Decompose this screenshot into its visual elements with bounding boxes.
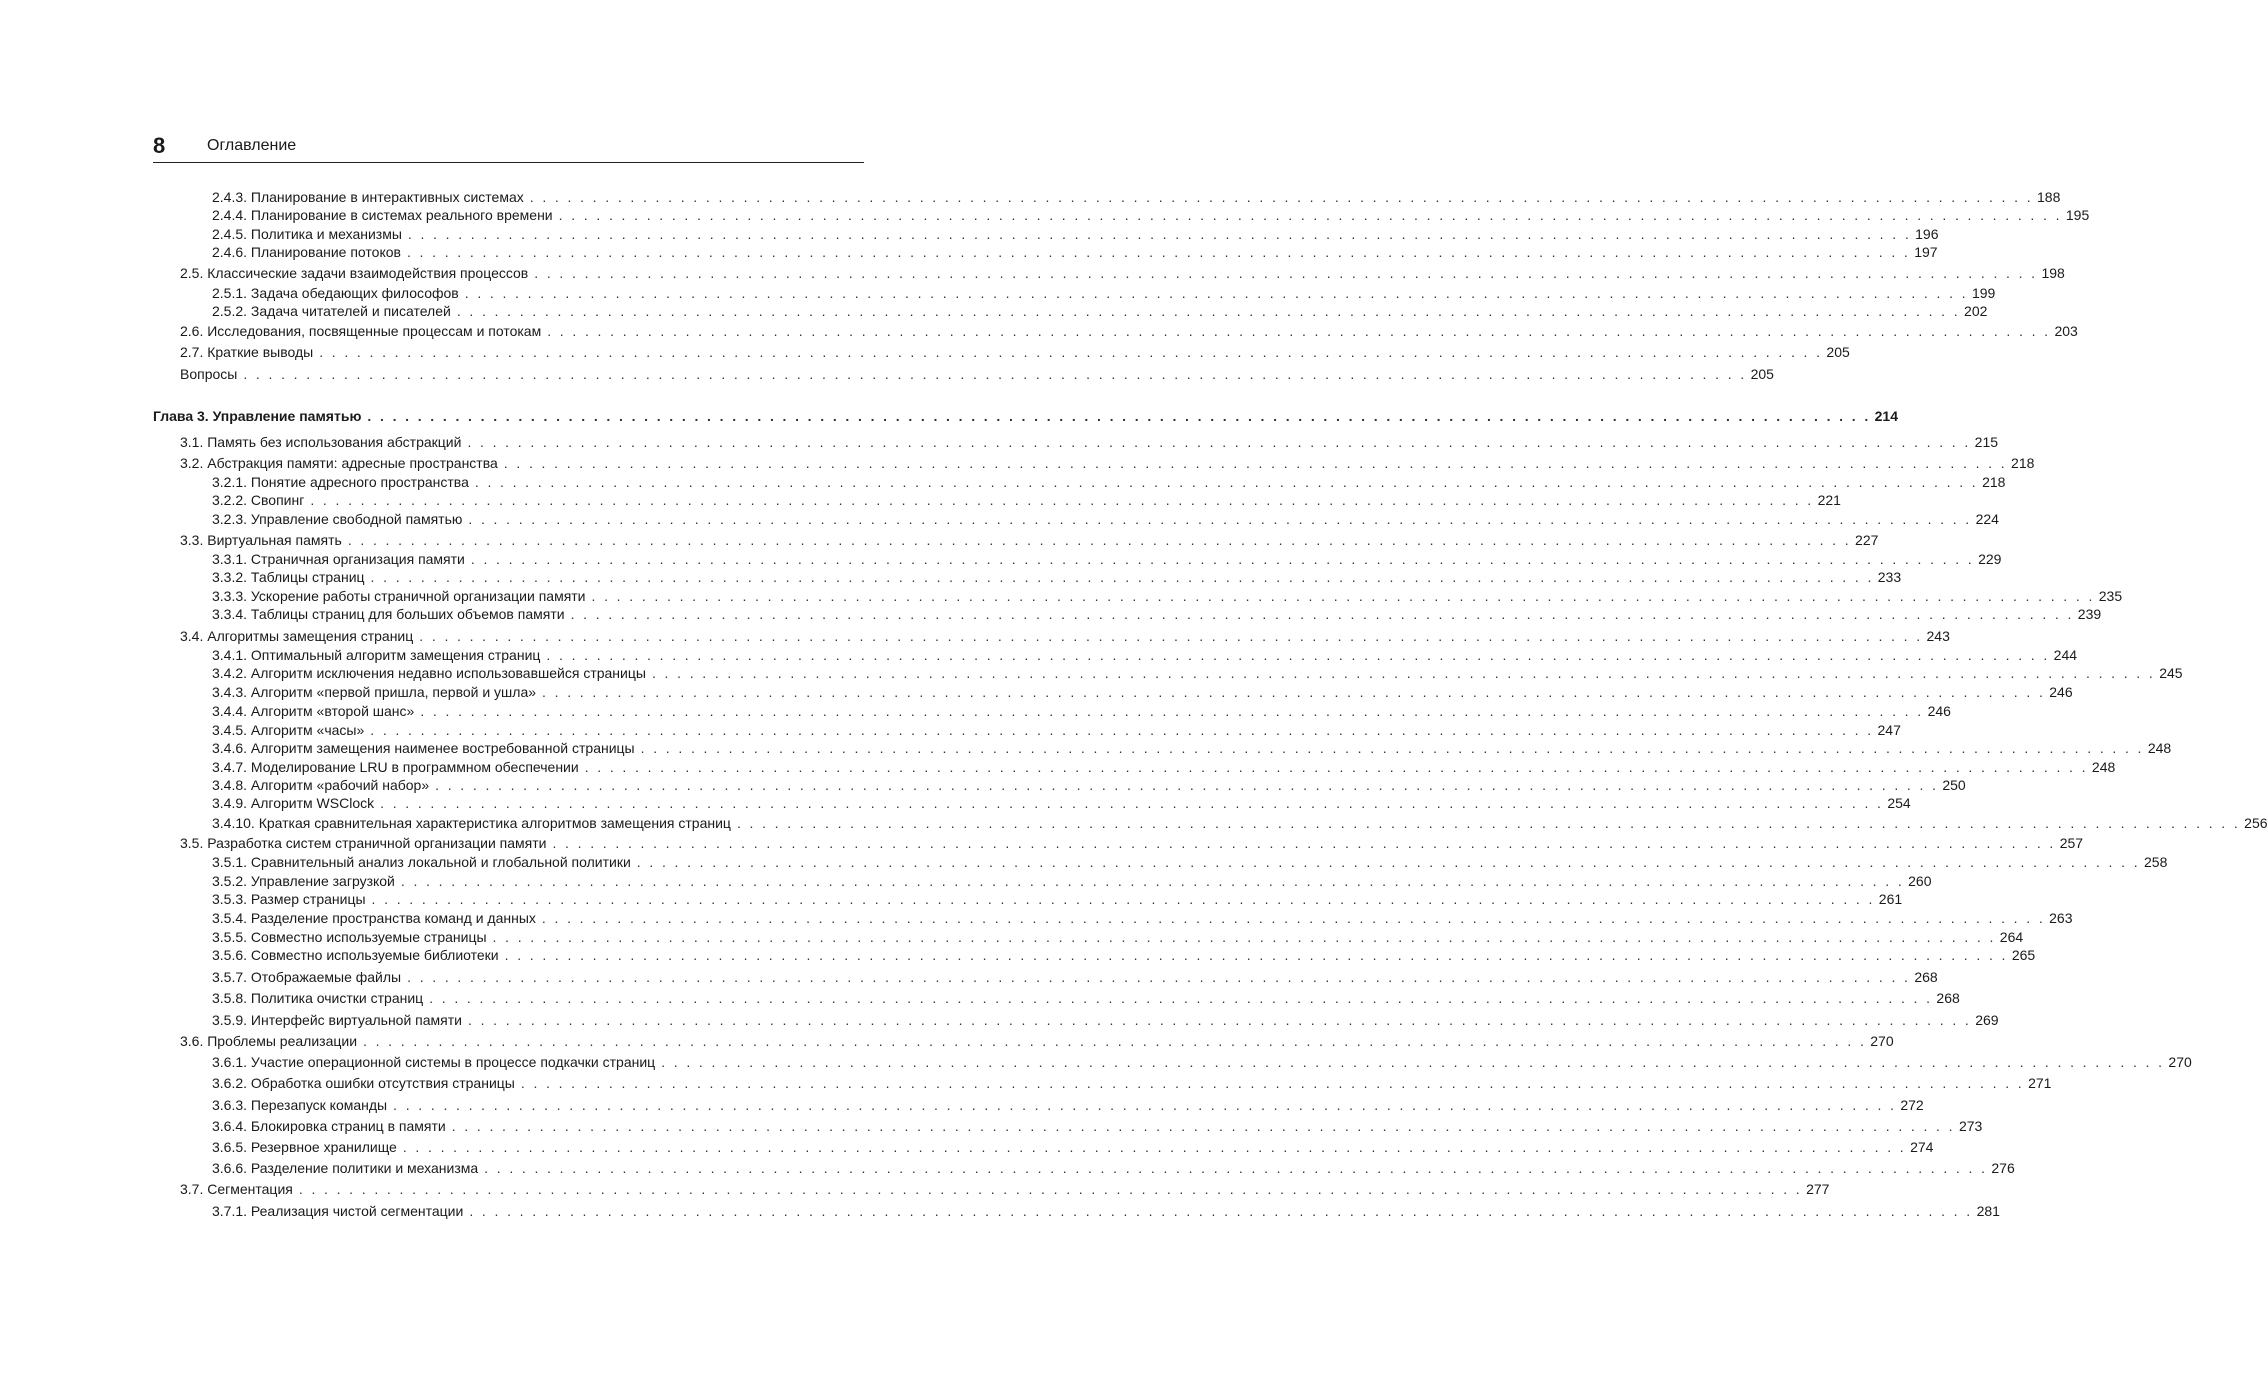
toc-entry-title: 2.7. Краткие выводы [180,342,317,362]
toc-entry [153,242,1938,262]
toc-entry [153,263,2065,283]
dot-leader: . . . . . . . . . . . . . . . . . . . . . . . . . . . . . . . . . . . . . . . . . . . . . . . . . . . . . . . . . . . . . . . . . . . . . . . . . . . . . . . . . . . . . . . . . . . . . . . . . . . . . . . . . . . . . . . . . . . . . . . . [347,532,1852,548]
toc-entry [153,738,2172,758]
dot-leader: . . . . . . . . . . . . . . . . . . . . . . . . . . . . . . . . . . . . . . . . . . . . . . . . . . . . . . . . . . . . . . . . . . . . . . . . . . . . . . . . . . . . . . . . . . . . . . . . . . . . . . . . . . . . . . . . . . . . . . . . [520,1075,2025,1091]
dot-leader: . . . . . . . . . . . . . . . . . . . . . . . . . . . . . . . . . . . . . . . . . . . . . . . . . . . . . . . . . . . . . . . . . . . . . . . . . . . . . . . . . . . . . . . . . . . . . . . . . . . . . . . . . . . . . . . . . . . . . . . . [400,873,1905,889]
toc-entry-page: 205 [1750,366,1774,382]
toc-entry-page: 258 [2144,854,2168,870]
toc-entry-page: 188 [2037,189,2061,205]
toc-entry [153,364,1774,384]
toc-entry-page: 244 [2053,647,2078,663]
toc-entry-title: Глава 3. Управление памятью [153,406,365,426]
toc-entry-page: 257 [2059,835,2084,851]
dot-leader: . . . . . . . . . . . . . . . . . . . . . . . . . . . . . . . . . . . . . . . . . . . . . . . . . . . . . . . . . . . . . . . . . . . . . . . . . . . . . . . . . . . . . . . . . . . . . . . . . . . . . . . . . . . . . . . . . . . . . . . . [503,455,2008,471]
dot-leader: . . . . . . . . . . . . . . . . . . . . . . . . . . . . . . . . . . . . . . . . . . . . . . . . . . . . . . . . . . . . . . . . . . . . . . . . . . . . . . . . . . . . . . . . . . . . . . . . . . . . . . . . . . . . . . . . . . . . . . . . [393,1097,1897,1113]
toc-entry [153,908,2073,928]
toc-entry-title: 3.5.1. Сравнительный анализ локальной и глобальной политики [212,852,635,872]
toc-entry-title: 3.1. Память без использования абстракций [180,432,465,452]
toc-entry [153,187,2061,207]
toc-entry-page: 268 [1914,969,1938,985]
dot-leader: . . . . . . . . . . . . . . . . . . . . . . . . . . . . . . . . . . . . . . . . . . . . . . . . . . . . . . . . . . . . . . . . . . . . . . . . . . . . . . . . . . . . . . . . . . . . . . . . . . . . . . . . . . . . . . . . . . . . . . . . [547,323,2051,339]
dot-leader: . . . . . . . . . . . . . . . . . . . . . . . . . . . . . . . . . . . . . . . . . . . . . . . . . . . . . . . . . . . . . . . . . . . . . . . . . . . . . . . . . . . . . . . . . . . . . . . . . . . . . . . . . . . . . . . . . . . . . . . . [370,569,1874,585]
toc-entry-page: 248 [2147,740,2172,756]
toc-entry-title: 3.4.6. Алгоритм замещения наименее востребованной страницы [212,738,639,758]
toc-entry [153,1031,1894,1051]
toc-entry [153,432,1999,452]
toc-entry-page: 197 [1914,244,1938,260]
dot-leader: . . . . . . . . . . . . . . . . . . . . . . . . . . . . . . . . . . . . . . . . . . . . . . . . . . . . . . . . . . . . . . . . . . . . . . . . . . . . . . . . . . . . . . . . . . . . . . . . . . . . . . . . . . . . . . . . . . . . . . . . [529,189,2033,205]
dot-leader: . . . . . . . . . . . . . . . . . . . . . . . . . . . . . . . . . . . . . . . . . . . . . . . . . . . . . . . . . . . . . . . . . . . . . . . . . . . . . . . . . . . . . . . . . . . . . . . . . . . . . . . . . . . . . . . . . . . . . . . . [467,434,1971,450]
toc-entry-page: 199 [1971,285,1996,301]
toc-entry-title: 3.4.4. Алгоритм «второй шанс» [212,701,418,721]
toc-entry [153,793,1911,813]
dot-leader: . . . . . . . . . . . . . . . . . . . . . . . . . . . . . . . . . . . . . . . . . . . . . . . . . . . . . . . . . . . . . . . . . . . . . . . . . . . . . . . . . . . . . . . . . . . . . . . . . . . . . . . . . . . . . . . . . . . . . . . . [456,303,1961,319]
toc-entry-title: 2.5. Классические задачи взаимодействия процессов [180,263,532,283]
page-number: 8 [153,133,166,158]
toc-entry [153,406,1898,426]
toc-entry-page: 239 [2077,606,2102,622]
toc-entry-page: 195 [2065,207,2090,223]
toc-entry [153,342,1850,362]
dot-leader: . . . . . . . . . . . . . . . . . . . . . . . . . . . . . . . . . . . . . . . . . . . . . . . . . . . . . . . . . . . . . . . . . . . . . . . . . . . . . . . . . . . . . . . . . . . . . . . . . . . . . . . . . . . . . . . . . . . . . . . . [546,647,2050,663]
dot-leader: . . . . . . . . . . . . . . . . . . . . . . . . . . . . . . . . . . . . . . . . . . . . . . . . . . . . . . . . . . . . . . . . . . . . . . . . . . . . . . . . . . . . . . . . . . . . . . . . . . . . . . . . . . . . . . . . . . . . . . . . [243,366,1747,382]
toc-entry [153,1052,2192,1072]
dot-leader: . . . . . . . . . . . . . . . . . . . . . . . . . . . . . . . . . . . . . . . . . . . . . . . . . . . . . . . . . . . . . . . . . . . . . . . . . . . . . . . . . . . . . . . . . . . . . . . . . . . . . . . . . . . . . . . . . . . . . . . . [367,408,1871,424]
dot-leader: . . . . . . . . . . . . . . . . . . . . . . . . . . . . . . . . . . . . . . . . . . . . . . . . . . . . . . . . . . . . . . . . . . . . . . . . . . . . . . . . . . . . . . . . . . . . . . . . . . . . . . . . . . . . . . . . . . . . . . . . [736,815,2241,831]
dot-leader: . . . . . . . . . . . . . . . . . . . . . . . . . . . . . . . . . . . . . . . . . . . . . . . . . . . . . . . . . . . . . . . . . . . . . . . . . . . . . . . . . . . . . . . . . . . . . . . . . . . . . . . . . . . . . . . . . . . . . . . . [541,910,2046,926]
toc-entry [153,833,2084,853]
toc-entry [153,1095,1924,1115]
toc-entry-page: 227 [1855,532,1879,548]
toc-entry-page: 235 [2098,588,2123,604]
toc-entry-title: 3.6. Проблемы реализации [180,1031,361,1051]
toc-entry-title: 3.5.9. Интерфейс виртуальной памяти [212,1010,466,1030]
toc-entry-title: 3.6.2. Обработка ошибки отсутствия страницы [212,1073,519,1093]
toc-entry [153,967,1938,987]
toc-entry-page: 245 [2159,665,2183,681]
toc-entry [153,453,2035,473]
toc-entry-title: 2.4.6. Планирование потоков [212,242,405,262]
toc-entry-title: 3.4.1. Оптимальный алгоритм замещения страниц [212,645,544,665]
toc-entry-title: 3.3.2. Таблицы страниц [212,567,369,587]
toc-entry-title: 3.3. Виртуальная память [180,530,346,550]
toc-entry-title: 2.5.2. Задача читателей и писателей [212,301,455,321]
toc-entry-page: 215 [1974,434,1999,450]
toc-entry-title: 3.5.8. Политика очистки страниц [212,988,427,1008]
toc-entry [153,1073,2052,1093]
toc-entry [153,1010,1999,1030]
toc-entry [153,852,2168,872]
toc-entry [153,1116,1983,1136]
toc-entry-title: 2.4.3. Планирование в интерактивных системах [212,187,528,207]
toc-entry-title: 3.5.2. Управление загрузкой [212,871,399,891]
toc-entry [153,472,2006,492]
toc-entry-page: 274 [1910,1139,1934,1155]
toc-entry [153,682,2073,702]
toc-entry [153,1137,1934,1157]
toc-entry-title: 3.3.3. Ускорение работы страничной организации памяти [212,586,590,606]
toc-entry-page: 246 [2049,684,2073,700]
toc-entry [153,205,2090,225]
toc-entry-title: 3.3.1. Страничная организация памяти [212,549,469,569]
dot-leader: . . . . . . . . . . . . . . . . . . . . . . . . . . . . . . . . . . . . . . . . . . . . . . . . . . . . . . . . . . . . . . . . . . . . . . . . . . . . . . . . . . . . . . . . . . . . . . . . . . . . . . . . . . . . . . . . . . . . . . . . [558,207,2062,223]
dot-leader: . . . . . . . . . . . . . . . . . . . . . . . . . . . . . . . . . . . . . . . . . . . . . . . . . . . . . . . . . . . . . . . . . . . . . . . . . . . . . . . . . . . . . . . . . . . . . . . . . . . . . . . . . . . . . . . . . . . . . . . . [406,244,1911,260]
toc-entry [153,586,2123,606]
toc-entry-title: 2.4.4. Планирование в системах реального времени [212,205,557,225]
toc-entry-title: 3.7.1. Реализация чистой сегментации [212,1201,467,1221]
toc-entry-page: 229 [1978,551,2002,567]
dot-leader: . . . . . . . . . . . . . . . . . . . . . . . . . . . . . . . . . . . . . . . . . . . . . . . . . . . . . . . . . . . . . . . . . . . . . . . . . . . . . . . . . . . . . . . . . . . . . . . . . . . . . . . . . . . . . . . . . . . . . . . . [534,265,2038,281]
dot-leader: . . . . . . . . . . . . . . . . . . . . . . . . . . . . . . . . . . . . . . . . . . . . . . . . . . . . . . . . . . . . . . . . . . . . . . . . . . . . . . . . . . . . . . . . . . . . . . . . . . . . . . . . . . . . . . . . . . . . . . . . [640,740,2144,756]
toc-entry [153,530,1879,550]
dot-leader: . . . . . . . . . . . . . . . . . . . . . . . . . . . . . . . . . . . . . . . . . . . . . . . . . . . . . . . . . . . . . . . . . . . . . . . . . . . . . . . . . . . . . . . . . . . . . . . . . . . . . . . . . . . . . . . . . . . . . . . . [464,285,1968,301]
toc-entry [153,301,1988,321]
dot-leader: . . . . . . . . . . . . . . . . . . . . . . . . . . . . . . . . . . . . . . . . . . . . . . . . . . . . . . . . . . . . . . . . . . . . . . . . . . . . . . . . . . . . . . . . . . . . . . . . . . . . . . . . . . . . . . . . . . . . . . . . [451,1118,1955,1134]
toc-entry [153,645,2078,665]
toc-entry-page: 254 [1887,795,1911,811]
toc-entry-title: 3.4.8. Алгоритм «рабочий набор» [212,775,433,795]
dot-leader: . . . . . . . . . . . . . . . . . . . . . . . . . . . . . . . . . . . . . . . . . . . . . . . . . . . . . . . . . . . . . . . . . . . . . . . . . . . . . . . . . . . . . . . . . . . . . . . . . . . . . . . . . . . . . . . . . . . . . . . . [570,606,2074,622]
toc-entry-title: 3.6.5. Резервное хранилище [212,1137,401,1157]
toc-entry-page: 263 [2049,910,2073,926]
toc-entry [153,283,1996,303]
toc-entry-page: 281 [1976,1203,2000,1219]
toc-entry-title: 3.5. Разработка систем страничной организации памяти [180,833,550,853]
dot-leader: . . . . . . . . . . . . . . . . . . . . . . . . . . . . . . . . . . . . . . . . . . . . . . . . . . . . . . . . . . . . . . . . . . . . . . . . . . . . . . . . . . . . . . . . . . . . . . . . . . . . . . . . . . . . . . . . . . . . . . . . [407,226,1912,242]
toc-entry [153,757,2116,777]
toc-entry-page: 202 [1964,303,1988,319]
toc-entry-title: 3.7. Сегментация [180,1179,297,1199]
dot-leader: . . . . . . . . . . . . . . . . . . . . . . . . . . . . . . . . . . . . . . . . . . . . . . . . . . . . . . . . . . . . . . . . . . . . . . . . . . . . . . . . . . . . . . . . . . . . . . . . . . . . . . . . . . . . . . . . . . . . . . . . [467,1012,1972,1028]
dot-leader: . . . . . . . . . . . . . . . . . . . . . . . . . . . . . . . . . . . . . . . . . . . . . . . . . . . . . . . . . . . . . . . . . . . . . . . . . . . . . . . . . . . . . . . . . . . . . . . . . . . . . . . . . . . . . . . . . . . . . . . . [474,474,1979,490]
toc-entry-title: 3.5.4. Разделение пространства команд и данных [212,908,540,928]
dot-leader: . . . . . . . . . . . . . . . . . . . . . . . . . . . . . . . . . . . . . . . . . . . . . . . . . . . . . . . . . . . . . . . . . . . . . . . . . . . . . . . . . . . . . . . . . . . . . . . . . . . . . . . . . . . . . . . . . . . . . . . . [319,344,1823,360]
toc-entry-page: 247 [1877,722,1901,738]
toc-entry-page: 243 [1926,628,1950,644]
toc-entry [153,775,1966,795]
toc-entry-page: 269 [1975,1012,1999,1028]
toc-entry-title: 3.4. Алгоритмы замещения страниц [180,626,417,646]
toc-entry-title: 3.4.9. Алгоритм WSClock [212,793,378,813]
dot-leader: . . . . . . . . . . . . . . . . . . . . . . . . . . . . . . . . . . . . . . . . . . . . . . . . . . . . . . . . . . . . . . . . . . . . . . . . . . . . . . . . . . . . . . . . . . . . . . . . . . . . . . . . . . . . . . . . . . . . . . . . [468,511,1972,527]
toc-entry-title: 3.4.7. Моделирование LRU в программном обеспечении [212,757,583,777]
toc-entry [153,1179,1830,1199]
dot-leader: . . . . . . . . . . . . . . . . . . . . . . . . . . . . . . . . . . . . . . . . . . . . . . . . . . . . . . . . . . . . . . . . . . . . . . . . . . . . . . . . . . . . . . . . . . . . . . . . . . . . . . . . . . . . . . . . . . . . . . . . [492,929,1996,945]
dot-leader: . . . . . . . . . . . . . . . . . . . . . . . . . . . . . . . . . . . . . . . . . . . . . . . . . . . . . . . . . . . . . . . . . . . . . . . . . . . . . . . . . . . . . . . . . . . . . . . . . . . . . . . . . . . . . . . . . . . . . . . . [484,1160,1988,1176]
toc-entry-title: 3.2. Абстракция памяти: адресные пространства [180,453,502,473]
toc-entry-page: 261 [1878,891,1903,907]
toc-entry-title: 2.6. Исследования, посвященные процессам и потокам [180,321,545,341]
toc-entry-page: 264 [1999,929,2024,945]
toc-entry-page: 256 [2244,815,2268,831]
toc-entry-title: 3.6.3. Перезапуск команды [212,1095,391,1115]
toc-entry [153,1158,2015,1178]
toc-entry-title: 3.6.4. Блокировка страниц в памяти [212,1116,450,1136]
toc-entry-title: 3.3.4. Таблицы страниц для больших объемов памяти [212,604,569,624]
dot-leader: . . . . . . . . . . . . . . . . . . . . . . . . . . . . . . . . . . . . . . . . . . . . . . . . . . . . . . . . . . . . . . . . . . . . . . . . . . . . . . . . . . . . . . . . . . . . . . . . . . . . . . . . . . . . . . . . . . . . . . . . [419,628,1923,644]
toc-entry-page: 218 [1982,474,2006,490]
toc-entry [153,988,1960,1008]
toc-entry-title: 3.5.7. Отображаемые файлы [212,967,405,987]
toc-entry [153,224,1939,244]
dot-leader: . . . . . . . . . . . . . . . . . . . . . . . . . . . . . . . . . . . . . . . . . . . . . . . . . . . . . . . . . . . . . . . . . . . . . . . . . . . . . . . . . . . . . . . . . . . . . . . . . . . . . . . . . . . . . . . . . . . . . . . . [402,1139,1907,1155]
dot-leader: . . . . . . . . . . . . . . . . . . . . . . . . . . . . . . . . . . . . . . . . . . . . . . . . . . . . . . . . . . . . . . . . . . . . . . . . . . . . . . . . . . . . . . . . . . . . . . . . . . . . . . . . . . . . . . . . . . . . . . . . [584,759,2088,775]
toc-entry-page: 268 [1936,990,1960,1006]
toc-entry-page: 272 [1900,1097,1924,1113]
dot-leader: . . . . . . . . . . . . . . . . . . . . . . . . . . . . . . . . . . . . . . . . . . . . . . . . . . . . . . . . . . . . . . . . . . . . . . . . . . . . . . . . . . . . . . . . . . . . . . . . . . . . . . . . . . . . . . . . . . . . . . . . [380,795,1884,811]
toc-entry-page: 198 [2041,265,2065,281]
dot-leader: . . . . . . . . . . . . . . . . . . . . . . . . . . . . . . . . . . . . . . . . . . . . . . . . . . . . . . . . . . . . . . . . . . . . . . . . . . . . . . . . . . . . . . . . . . . . . . . . . . . . . . . . . . . . . . . . . . . . . . . . [371,891,1875,907]
toc-entry [153,509,1999,529]
toc-entry-page: 248 [2091,759,2116,775]
toc-entry-title: 3.4.10. Краткая сравнительная характеристика алгоритмов замещения страниц [212,813,735,833]
toc-entry-title: 3.2.3. Управление свободной памятью [212,509,466,529]
toc-entry [153,663,2183,683]
toc-entry-page: 221 [1817,492,1841,508]
toc-entry-title: 3.5.5. Совместно используемые страницы [212,927,491,947]
dot-leader: . . . . . . . . . . . . . . . . . . . . . . . . . . . . . . . . . . . . . . . . . . . . . . . . . . . . . . . . . . . . . . . . . . . . . . . . . . . . . . . . . . . . . . . . . . . . . . . . . . . . . . . . . . . . . . . . . . . . . . . . [651,665,2156,681]
toc-entry-page: 233 [1877,569,1902,585]
dot-leader: . . . . . . . . . . . . . . . . . . . . . . . . . . . . . . . . . . . . . . . . . . . . . . . . . . . . . . . . . . . . . . . . . . . . . . . . . . . . . . . . . . . . . . . . . . . . . . . . . . . . . . . . . . . . . . . . . . . . . . . . [370,722,1874,738]
toc-entry-page: 270 [1870,1033,1894,1049]
dot-leader: . . . . . . . . . . . . . . . . . . . . . . . . . . . . . . . . . . . . . . . . . . . . . . . . . . . . . . . . . . . . . . . . . . . . . . . . . . . . . . . . . . . . . . . . . . . . . . . . . . . . . . . . . . . . . . . . . . . . . . . . [504,947,2008,963]
toc-entry-page: 246 [1927,703,1951,719]
toc-entry [153,701,1951,721]
toc-entry-page: 260 [1908,873,1932,889]
toc-entry-page: 224 [1975,511,1999,527]
toc-entry [153,321,2078,341]
toc-entry-page: 276 [1991,1160,2015,1176]
toc-entry [153,813,2268,833]
dot-leader: . . . . . . . . . . . . . . . . . . . . . . . . . . . . . . . . . . . . . . . . . . . . . . . . . . . . . . . . . . . . . . . . . . . . . . . . . . . . . . . . . . . . . . . . . . . . . . . . . . . . . . . . . . . . . . . . . . . . . . . . [420,703,1924,719]
toc-entry-page: 265 [2011,947,2036,963]
dot-leader: . . . . . . . . . . . . . . . . . . . . . . . . . . . . . . . . . . . . . . . . . . . . . . . . . . . . . . . . . . . . . . . . . . . . . . . . . . . . . . . . . . . . . . . . . . . . . . . . . . . . . . . . . . . . . . . . . . . . . . . . [298,1181,1803,1197]
toc-entry-title: 3.2.1. Понятие адресного пространства [212,472,473,492]
toc-entry-page: 250 [1942,777,1966,793]
toc-entry [153,871,1932,891]
running-title: Оглавление [207,137,297,154]
toc-entry-page: 205 [1826,344,1850,360]
toc-entry-page: 271 [2028,1075,2052,1091]
toc-entry [153,889,1903,909]
toc-entry-page: 214 [1874,408,1898,424]
toc-entry-title: 2.4.5. Политика и механизмы [212,224,406,244]
dot-leader: . . . . . . . . . . . . . . . . . . . . . . . . . . . . . . . . . . . . . . . . . . . . . . . . . . . . . . . . . . . . . . . . . . . . . . . . . . . . . . . . . . . . . . . . . . . . . . . . . . . . . . . . . . . . . . . . . . . . . . . . [470,551,1975,567]
toc-entry-page: 270 [2168,1054,2192,1070]
dot-leader: . . . . . . . . . . . . . . . . . . . . . . . . . . . . . . . . . . . . . . . . . . . . . . . . . . . . . . . . . . . . . . . . . . . . . . . . . . . . . . . . . . . . . . . . . . . . . . . . . . . . . . . . . . . . . . . . . . . . . . . . [310,492,1814,508]
dot-leader: . . . . . . . . . . . . . . . . . . . . . . . . . . . . . . . . . . . . . . . . . . . . . . . . . . . . . . . . . . . . . . . . . . . . . . . . . . . . . . . . . . . . . . . . . . . . . . . . . . . . . . . . . . . . . . . . . . . . . . . . [429,990,1933,1006]
dot-leader: . . . . . . . . . . . . . . . . . . . . . . . . . . . . . . . . . . . . . . . . . . . . . . . . . . . . . . . . . . . . . . . . . . . . . . . . . . . . . . . . . . . . . . . . . . . . . . . . . . . . . . . . . . . . . . . . . . . . . . . . [661,1054,2165,1070]
dot-leader: . . . . . . . . . . . . . . . . . . . . . . . . . . . . . . . . . . . . . . . . . . . . . . . . . . . . . . . . . . . . . . . . . . . . . . . . . . . . . . . . . . . . . . . . . . . . . . . . . . . . . . . . . . . . . . . . . . . . . . . . [591,588,2095,604]
toc-entry [153,945,2036,965]
toc-entry [153,490,1841,510]
dot-leader: . . . . . . . . . . . . . . . . . . . . . . . . . . . . . . . . . . . . . . . . . . . . . . . . . . . . . . . . . . . . . . . . . . . . . . . . . . . . . . . . . . . . . . . . . . . . . . . . . . . . . . . . . . . . . . . . . . . . . . . . [636,854,2141,870]
toc-entry [153,927,2024,947]
dot-leader: . . . . . . . . . . . . . . . . . . . . . . . . . . . . . . . . . . . . . . . . . . . . . . . . . . . . . . . . . . . . . . . . . . . . . . . . . . . . . . . . . . . . . . . . . . . . . . . . . . . . . . . . . . . . . . . . . . . . . . . . [407,969,1911,985]
dot-leader: . . . . . . . . . . . . . . . . . . . . . . . . . . . . . . . . . . . . . . . . . . . . . . . . . . . . . . . . . . . . . . . . . . . . . . . . . . . . . . . . . . . . . . . . . . . . . . . . . . . . . . . . . . . . . . . . . . . . . . . . [435,777,1939,793]
toc-entry-page: 273 [1958,1118,1983,1134]
toc-entry [153,626,1950,646]
toc-entry-title: 3.5.6. Совместно используемые библиотеки [212,945,503,965]
toc-entry-title: Вопросы [180,364,241,384]
toc-entry-title: 3.6.6. Разделение политики и механизма [212,1158,482,1178]
toc-entry-page: 196 [1915,226,1939,242]
toc-entry-page: 277 [1806,1181,1830,1197]
toc-entry [153,720,1901,740]
toc-entry-page: 218 [2011,455,2035,471]
page-header [153,130,864,163]
toc-entry [153,549,2002,569]
toc-entry [153,1201,2000,1221]
dot-leader: . . . . . . . . . . . . . . . . . . . . . . . . . . . . . . . . . . . . . . . . . . . . . . . . . . . . . . . . . . . . . . . . . . . . . . . . . . . . . . . . . . . . . . . . . . . . . . . . . . . . . . . . . . . . . . . . . . . . . . . . [469,1203,1973,1219]
toc-entry-title: 3.6.1. Участие операционной системы в процессе подкачки страниц [212,1052,659,1072]
toc-entry-title: 2.5.1. Задача обедающих философов [212,283,463,303]
toc-entry-title: 3.2.2. Свопинг [212,490,308,510]
dot-leader: . . . . . . . . . . . . . . . . . . . . . . . . . . . . . . . . . . . . . . . . . . . . . . . . . . . . . . . . . . . . . . . . . . . . . . . . . . . . . . . . . . . . . . . . . . . . . . . . . . . . . . . . . . . . . . . . . . . . . . . . [552,835,2056,851]
toc-entry-title: 3.5.3. Размер страницы [212,889,370,909]
toc-entry-title: 3.4.2. Алгоритм исключения недавно использовавшейся страницы [212,663,650,683]
dot-leader: . . . . . . . . . . . . . . . . . . . . . . . . . . . . . . . . . . . . . . . . . . . . . . . . . . . . . . . . . . . . . . . . . . . . . . . . . . . . . . . . . . . . . . . . . . . . . . . . . . . . . . . . . . . . . . . . . . . . . . . . [363,1033,1867,1049]
toc-entry [153,567,1902,587]
toc-entry-title: 3.4.5. Алгоритм «часы» [212,720,368,740]
toc-entry-title: 3.4.3. Алгоритм «первой пришла, первой и ушла» [212,682,540,702]
dot-leader: . . . . . . . . . . . . . . . . . . . . . . . . . . . . . . . . . . . . . . . . . . . . . . . . . . . . . . . . . . . . . . . . . . . . . . . . . . . . . . . . . . . . . . . . . . . . . . . . . . . . . . . . . . . . . . . . . . . . . . . . [542,684,2046,700]
toc-entry-page: 203 [2054,323,2078,339]
toc-entry [153,604,2102,624]
